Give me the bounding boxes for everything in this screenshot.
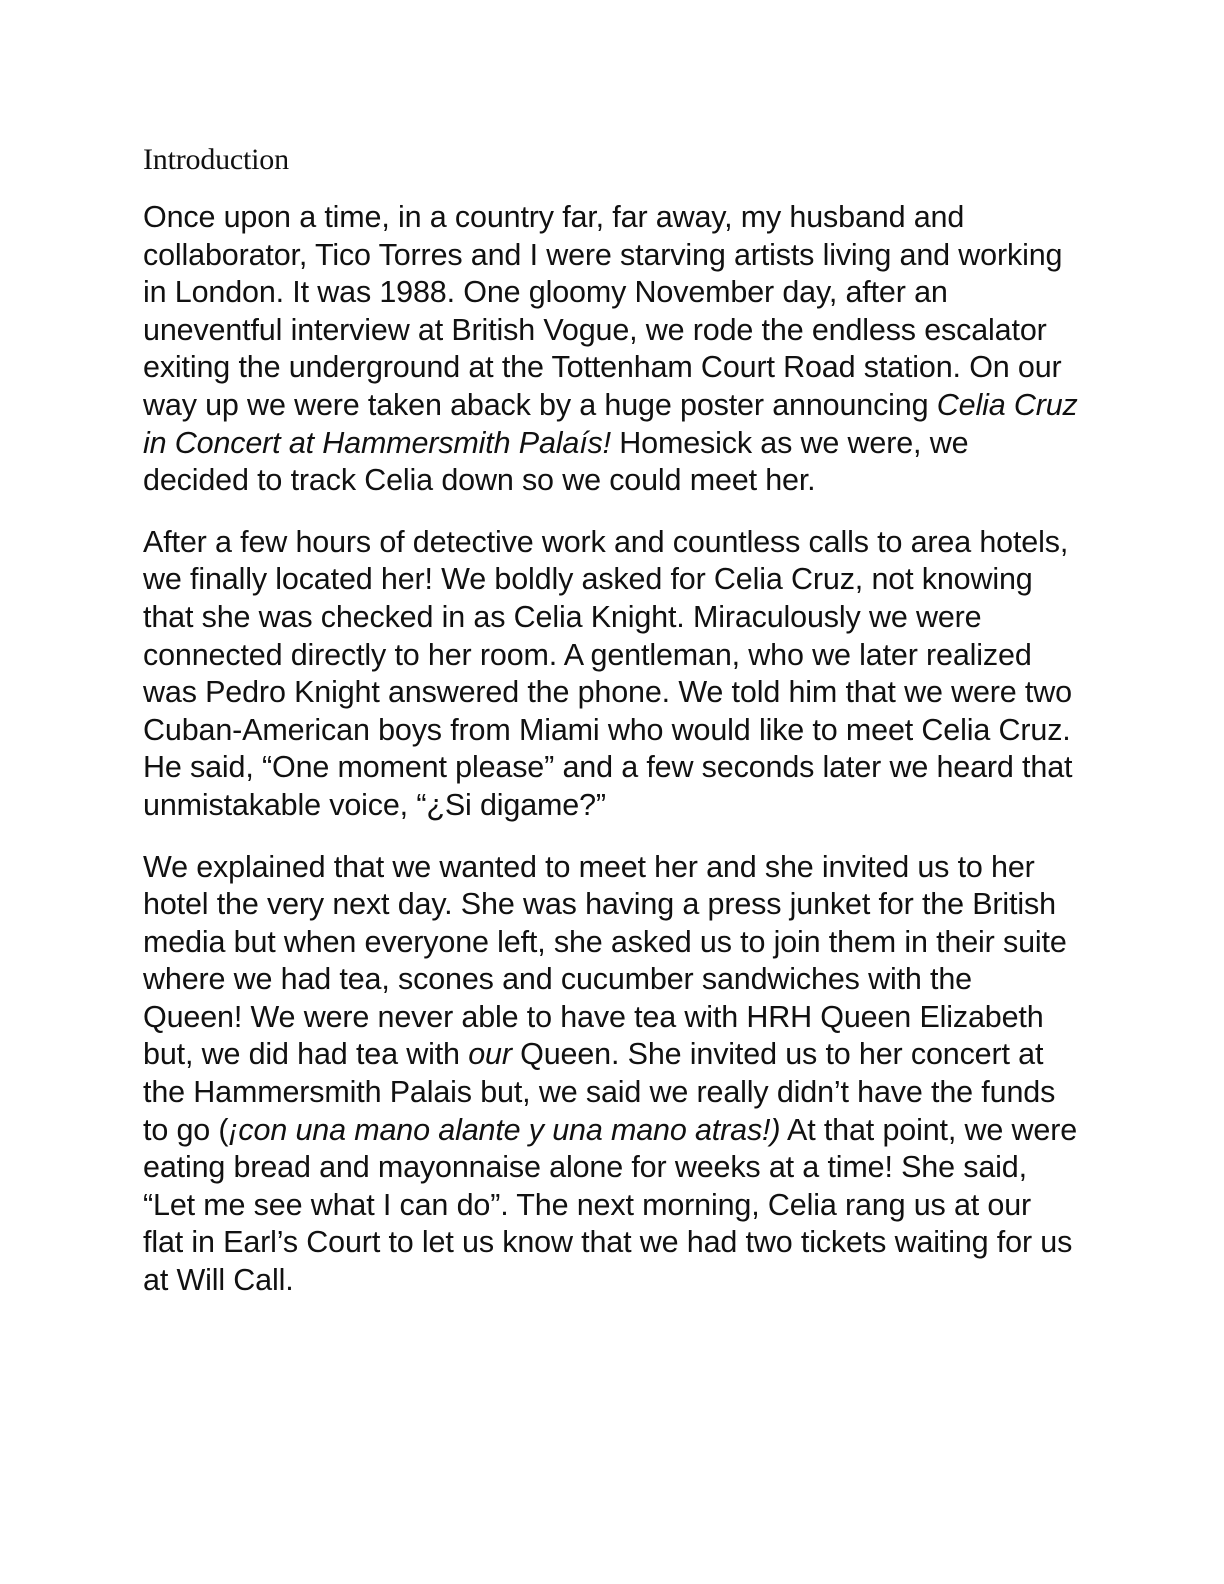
document-body: [143, 140, 1078, 1324]
paragraph-text: At that point, we were eating bread and mayonnaise alone for weeks at a time! She said, “Let me see what I can do”. The next morning, Celia rang us at our flat in Earl’s Court to let us know that we had two tickets waiting for us at Will Call.: [143, 1112, 1078, 1298]
paragraph-1: [143, 199, 1078, 500]
paragraph-text: Queen. She invited us to her concert at the Hammersmith Palais but, we said we really didn’t have the funds to go (: [143, 1037, 1056, 1147]
paragraph-text: After a few hours of detective work and countless calls to area hotels, we finally located her! We boldly asked for Celia Cruz, not knowing that she was checked in as Celia Knight. Miraculously we were connected directly to her room. A gentleman, who we later realized was Pedro Knight answered the phone. We told him that we were two Cuban-American boys from Miami who would like to meet Celia Cruz. He said, “One moment please” and a few seconds later we heard that unmistakable voice, “¿Si digame?”: [143, 524, 1073, 822]
paragraph-2: [143, 524, 1078, 825]
paragraph-text: Homesick as we were, we decided to track Celia down so we could meet her.: [143, 425, 969, 498]
section-heading: Introduction: [143, 143, 289, 176]
italic-text: ¡con una mano alante y una mano atras!): [228, 1112, 781, 1147]
italic-text: Celia Cruz in Concert at Hammersmith Palaís!: [143, 387, 1078, 460]
paragraph-text: Once upon a time, in a country far, far away, my husband and collaborator, Tico Torres and I were starving artists living and working in London. It was 1988. One gloomy November day, after an uneventful interview at British Vogue, we rode the endless escalator exiting the underground at the Tottenham Court Road station. On our way up we were taken aback by a huge poster announcing: [143, 200, 1063, 422]
paragraph-text: We explained that we wanted to meet her and she invited us to her hotel the very next day. She was having a press junket for the British media but when everyone left, she asked us to join them in their suite where we had tea, scones and cucumber sandwiches with the Queen! We were never able to have tea with HRH Queen Elizabeth but, we did had tea with: [143, 849, 1067, 1072]
paragraph-3: [143, 849, 1078, 1300]
italic-text: our: [468, 1037, 512, 1072]
